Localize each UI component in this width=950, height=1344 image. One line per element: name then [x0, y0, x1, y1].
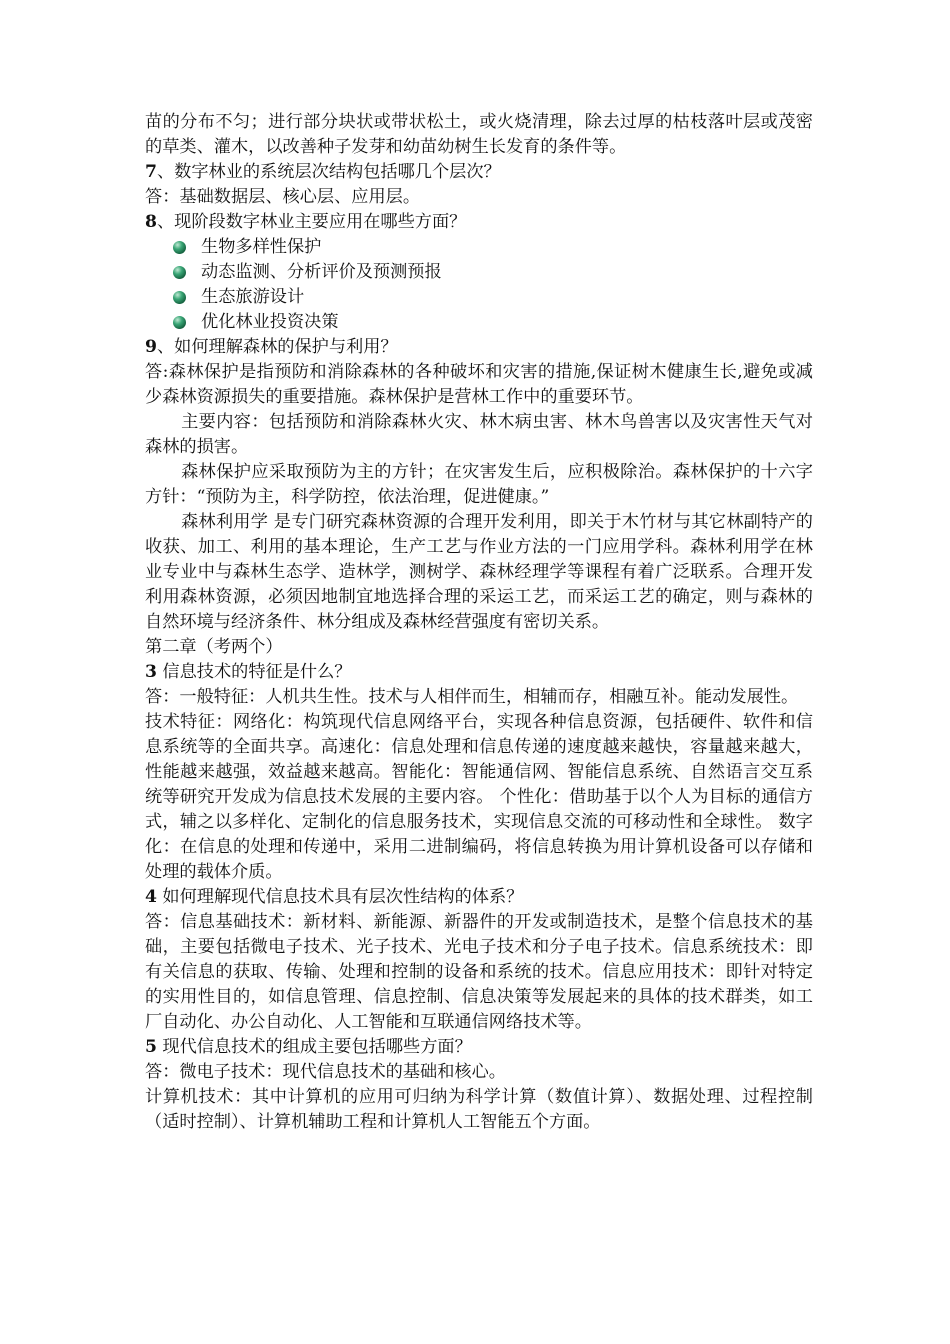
question-9-text: 、如何理解森林的保护与利用？	[156, 337, 398, 357]
list-item	[145, 310, 813, 335]
list-item-text: 生物多样性保护	[201, 237, 322, 257]
question-3	[145, 660, 813, 685]
chapter-heading: 第二章（考两个）	[145, 637, 283, 657]
question-9	[145, 335, 813, 360]
question-8-number: 8	[145, 212, 157, 232]
bullet-ball-icon	[173, 291, 186, 304]
bullet-ball-icon	[173, 266, 186, 279]
intro-paragraph: 苗的分布不匀；进行部分块状或带状松土，或火烧清理，除去过厚的枯枝落叶层或茂密的草类、灌木，以改善种子发芽和幼苗幼树生长发育的条件等。	[145, 112, 813, 157]
answer-9-paragraph-4: 森林利用学 是专门研究森林资源的合理开发利用，即关于木竹材与其它林副特产的收获、加工、利用的基本理论，生产工艺与作业方法的一门应用学科。森林利用学在林业专业中与森林生态学、造林学，测树学、森林经理学等课程有着广泛联系。合理开发利用森林资源，必须因地制宜地选择合理的采运工艺，而采运工艺的确定，则与森林的自然环境与经济条件、林分组成及森林经营强度有密切关系。	[145, 512, 813, 632]
list-item-text: 生态旅游设计	[201, 287, 305, 307]
question-5-text: 现代信息技术的组成主要包括哪些方面？	[156, 1037, 472, 1057]
question-7	[145, 160, 813, 185]
document-page	[145, 110, 813, 1135]
answer-9-paragraph-2: 主要内容：包括预防和消除森林火灾、林木病虫害、林木鸟兽害以及灾害性天气对森林的损害。	[145, 412, 813, 457]
question-9-number: 9	[145, 337, 157, 357]
bullet-ball-icon	[173, 316, 186, 329]
list-item-text: 动态监测、分析评价及预测预报	[201, 262, 442, 282]
answer-9-paragraph-1: 答:森林保护是指预防和消除森林的各种破坏和灾害的措施,保证树木健康生长,避免或减少森林资源损失的重要措施。森林保护是营林工作中的重要环节。	[145, 362, 813, 407]
question-5-number: 5	[145, 1037, 157, 1057]
answer-3-paragraph-2: 技术特征：网络化：构筑现代信息网络平台，实现各种信息资源，包括硬件、软件和信息系统等的全面共享。高速化：信息处理和信息传递的速度越来越快，容量越来越大，性能越来越强，效益越来越高。智能化：智能通信网、智能信息系统、自然语言交互系统等研究开发成为信息技术发展的主要内容。 个性化：借助基于以个人为目标的通信方式，辅之以多样化、定制化的信息服务技术，实现信息交流的可移动性和全球性。 数字化：在信息的处理和传递中，采用二进制编码，将信息转换为用计算机设备可以存储和处理的载体介质。	[145, 712, 813, 882]
question-8-text: 、现阶段数字林业主要应用在哪些方面？	[156, 212, 467, 232]
answer-5-paragraph-1: 答：微电子技术：现代信息技术的基础和核心。	[145, 1062, 506, 1082]
question-3-number: 3	[145, 662, 157, 682]
list-item	[145, 285, 813, 310]
question-4-number: 4	[145, 887, 157, 907]
question-7-number: 7	[145, 162, 157, 182]
list-item	[145, 235, 813, 260]
question-4-text: 如何理解现代信息技术具有层次性结构的体系？	[156, 887, 524, 907]
bullet-ball-icon	[173, 241, 186, 254]
question-3-text: 信息技术的特征是什么？	[156, 662, 352, 682]
answer-4: 答：信息基础技术：新材料、新能源、新器件的开发或制造技术，是整个信息技术的基础，主要包括微电子技术、光子技术、光电子技术和分子电子技术。信息系统技术：即有关信息的获取、传输、处理和控制的设备和系统的技术。信息应用技术：即针对特定的实用性目的，如信息管理、信息控制、信息决策等发展起来的具体的技术群类，如工厂自动化、办公自动化、人工智能和互联通信网络技术等。	[145, 912, 813, 1032]
question-7-text: 、数字林业的系统层次结构包括哪几个层次？	[156, 162, 501, 182]
question-8	[145, 210, 813, 235]
answer-9-paragraph-3: 森林保护应采取预防为主的方针；在灾害发生后，应积极除治。森林保护的十六字方针：“预防为主，科学防控，依法治理，促进健康。”	[145, 462, 813, 507]
answer-5-paragraph-2: 计算机技术：其中计算机的应用可归纳为科学计算（数值计算）、数据处理、过程控制（适时控制）、计算机辅助工程和计算机人工智能五个方面。	[145, 1087, 813, 1132]
answer-3-paragraph-1: 答：一般特征：人机共生性。技术与人相伴而生，相辅而存，相融互补。能动发展性。	[145, 687, 799, 707]
question-8-list	[145, 235, 813, 335]
list-item	[145, 260, 813, 285]
list-item-text: 优化林业投资决策	[201, 312, 339, 332]
question-4	[145, 885, 813, 910]
answer-7: 答：基础数据层、核心层、应用层。	[145, 187, 421, 207]
question-5	[145, 1035, 813, 1060]
